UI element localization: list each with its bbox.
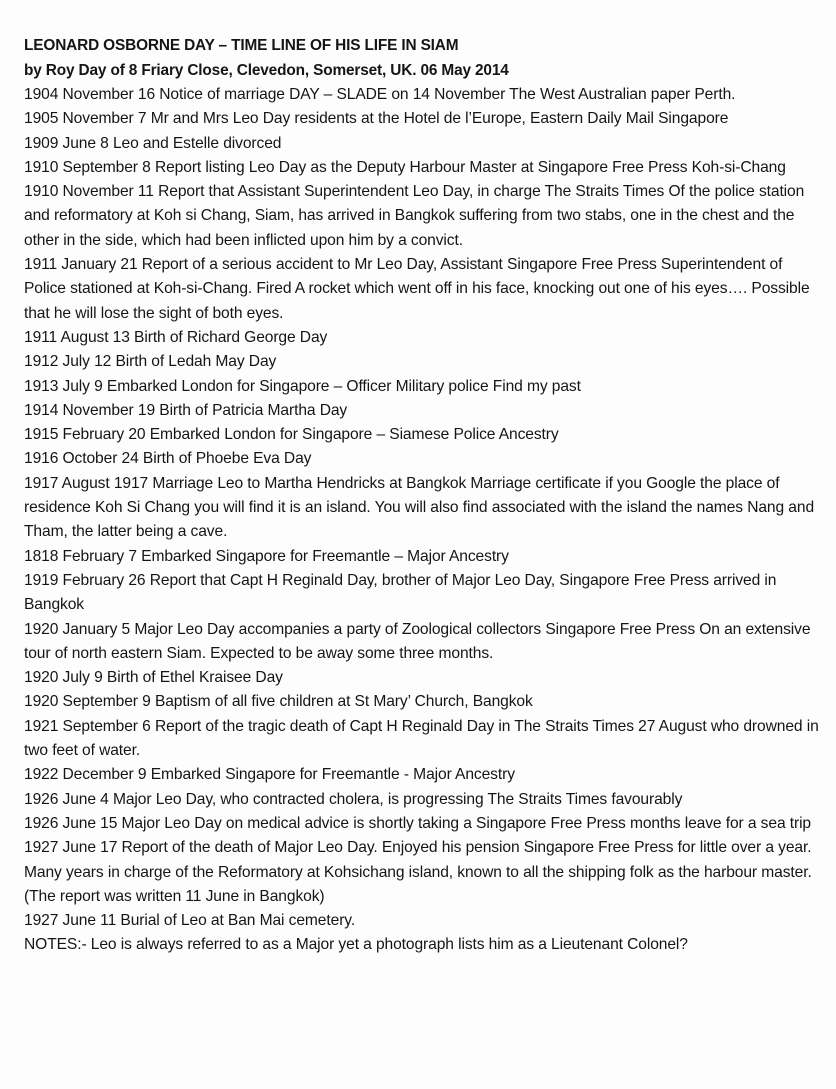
timeline-entry: 1916 October 24 Birth of Phoebe Eva Day [24,450,312,468]
timeline-entry: 1913 July 9 Embarked London for Singapore – Officer Military police Find my past [24,377,581,395]
timeline-entry: 1911 January 21 Report of a serious accident to Mr Leo Day, Assistant Singapore Free Press Superintendent of Police stationed at Koh-si-Chang. Fired A rocket which went off in his face, knocking out one of his eyes…. Possible that he will lose the sight of both eyes. [24,256,810,322]
timeline-list [24,83,824,933]
timeline-entry: 1922 December 9 Embarked Singapore for Freemantle - Major Ancestry [24,766,515,784]
document-body [24,34,824,958]
timeline-entry: 1905 November 7 Mr and Mrs Leo Day residents at the Hotel de l’Europe, Eastern Daily Mail Singapore [24,110,729,128]
timeline-entry: 1921 September 6 Report of the tragic death of Capt H Reginald Day in The Straits Times 27 August who drowned in two feet of water. [24,717,819,760]
timeline-entry: 1927 June 17 Report of the death of Major Leo Day. Enjoyed his pension Singapore Free Press for little over a year. Many years in charge of the Reformatory at Kohsichang island, known to all the shipping folk as the harbour master. (The report was written 11 June in Bangkok) [24,839,812,905]
timeline-entry: 1920 July 9 Birth of Ethel Kraisee Day [24,669,283,687]
timeline-entry: 1926 June 4 Major Leo Day, who contracted cholera, is progressing The Straits Times favourably [24,790,683,808]
timeline-entry: 1920 September 9 Baptism of all five children at St Mary’ Church, Bangkok [24,693,533,711]
notes-line: NOTES:- Leo is always referred to as a Major yet a photograph lists him as a Lieutenant Colonel? [24,936,688,954]
timeline-entry: 1914 November 19 Birth of Patricia Martha Day [24,401,348,419]
timeline-entry: 1910 November 11 Report that Assistant Superintendent Leo Day, in charge The Straits Times Of the police station and reformatory at Koh si Chang, Siam, has arrived in Bangkok suffering from two stabs, one in the chest and the other in the side, which had been inflicted upon him by a convict. [24,183,805,249]
timeline-entry: 1919 February 26 Report that Capt H Reginald Day, brother of Major Leo Day, Singapore Free Press arrived in Bangkok [24,571,777,614]
timeline-entry: 1927 June 11 Burial of Leo at Ban Mai cemetery. [24,912,356,930]
timeline-entry: 1910 September 8 Report listing Leo Day as the Deputy Harbour Master at Singapore Free Press Koh-si-Chang [24,158,786,176]
timeline-entry: 1917 August 1917 Marriage Leo to Martha Hendricks at Bangkok Marriage certificate if you Google the place of residence Koh Si Chang you will find it is an island. You will also find associated with the island the names Nang and Tham, the latter being a cave. [24,474,815,541]
document-byline: by Roy Day of 8 Friary Close, Clevedon, Somerset, UK. 06 May 2014 [24,61,509,79]
timeline-entry: 1909 June 8 Leo and Estelle divorced [24,134,282,152]
timeline-entry: 1915 February 20 Embarked London for Singapore – Siamese Police Ancestry [24,426,559,444]
document-title: LEONARD OSBORNE DAY – TIME LINE OF HIS LIFE IN SIAM [24,37,459,54]
timeline-entry: 1818 February 7 Embarked Singapore for Freemantle – Major Ancestry [24,547,509,565]
timeline-entry: 1911 August 13 Birth of Richard George Day [24,328,328,346]
timeline-entry: 1912 July 12 Birth of Ledah May Day [24,353,277,371]
timeline-entry: 1904 November 16 Notice of marriage DAY – SLADE on 14 November The West Australian paper Perth. [24,86,736,103]
timeline-entry: 1920 January 5 Major Leo Day accompanies a party of Zoological collectors Singapore Free Press On an extensive tour of north eastern Siam. Expected to be away some three months. [24,620,811,662]
timeline-entry: 1926 June 15 Major Leo Day on medical advice is shortly taking a Singapore Free Press months leave for a sea trip [24,814,812,832]
